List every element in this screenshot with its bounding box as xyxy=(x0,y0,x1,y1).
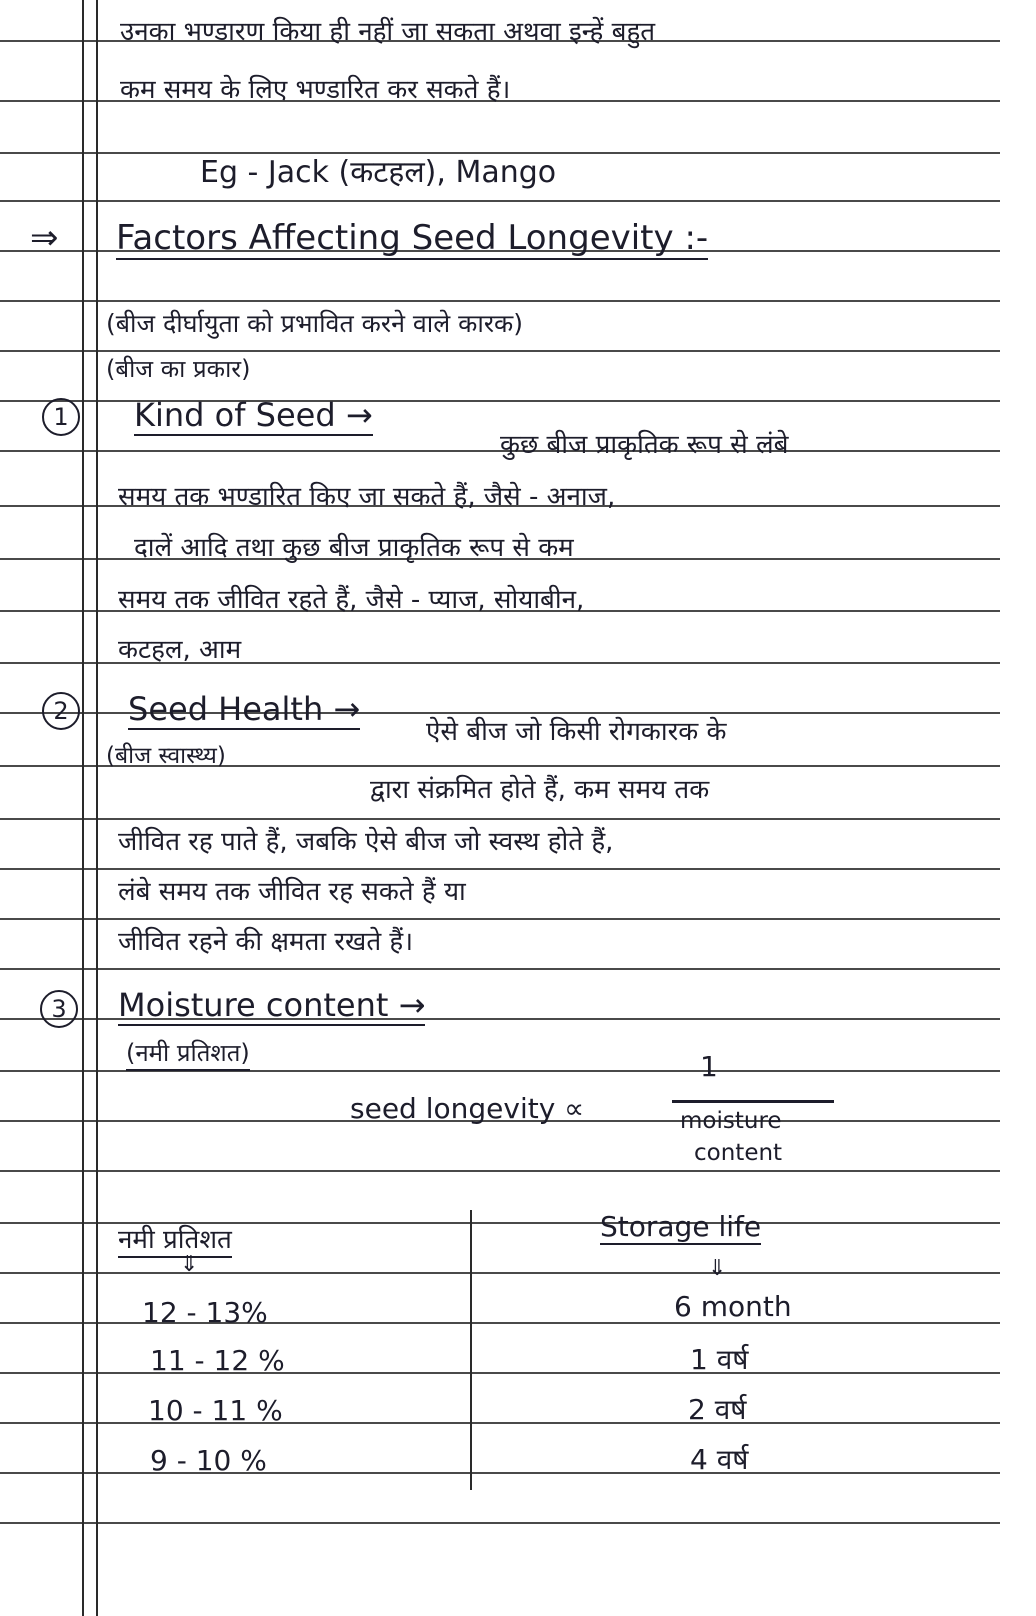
margin-line xyxy=(96,0,98,1616)
fraction-bar xyxy=(672,1100,834,1103)
section2-line: लंबे समय तक जीवित रह सकते हैं या xyxy=(118,877,466,907)
ruled-line xyxy=(0,1272,1000,1274)
table-divider xyxy=(470,1210,472,1490)
table-cell: 2 वर्ष xyxy=(688,1393,747,1426)
table-cell: 9 - 10 % xyxy=(150,1444,267,1477)
section3-title: Moisture content → xyxy=(118,986,426,1024)
text-line: कम समय के लिए भण्डारित कर सकते हैं। xyxy=(120,75,511,105)
formula-numerator: 1 xyxy=(700,1050,718,1083)
ruled-line xyxy=(0,968,1000,970)
section1-line: दालें आदि तथा कुछ बीज प्राकृतिक रूप से कम xyxy=(134,533,574,563)
section1-number: 1 xyxy=(42,398,80,436)
ruled-line xyxy=(0,1522,1000,1524)
down-arrow-icon: ⇓ xyxy=(180,1252,199,1277)
table-cell: 1 वर्ष xyxy=(690,1343,749,1376)
formula-lhs: seed longevity ∝ xyxy=(350,1092,585,1125)
ruled-line xyxy=(0,200,1000,202)
section2-line: जीवित रह पाते हैं, जबकि ऐसे बीज जो स्वस्थ होते हैं, xyxy=(118,827,614,857)
table-cell: 6 month xyxy=(674,1290,792,1323)
ruled-line xyxy=(0,300,1000,302)
section2-line: ऐसे बीज जो किसी रोगकारक के xyxy=(426,717,727,747)
table-cell: 11 - 12 % xyxy=(150,1344,285,1377)
section1-note: (बीज का प्रकार) xyxy=(106,355,251,383)
section2-line: द्वारा संक्रमित होते हैं, कम समय तक xyxy=(370,775,710,805)
section1-line: समय तक जीवित रहते हैं, जैसे - प्याज, सोयाबीन, xyxy=(118,585,585,615)
section2-title: Seed Health → xyxy=(128,690,361,728)
formula-denominator: moisture xyxy=(680,1108,782,1134)
table-header: नमी प्रतिशत xyxy=(118,1220,232,1258)
ruled-line xyxy=(0,868,1000,870)
table-cell: 12 - 13% xyxy=(142,1296,268,1329)
ruled-line xyxy=(0,818,1000,820)
section1-line: समय तक भण्डारित किए जा सकते हैं, जैसे - अनाज, xyxy=(118,482,616,512)
margin-line xyxy=(82,0,84,1616)
table-header: Storage life xyxy=(600,1210,762,1243)
heading-subtitle: (बीज दीर्घायुता को प्रभावित करने वाले कारक) xyxy=(106,309,524,338)
heading-arrow: ⇒ xyxy=(30,218,59,258)
section2-number: 2 xyxy=(42,692,80,730)
table-cell: 4 वर्ष xyxy=(690,1443,749,1476)
section2-line: जीवित रहने की क्षमता रखते हैं। xyxy=(118,927,414,957)
down-arrow-icon: ⇓ xyxy=(708,1256,727,1281)
section3-number: 3 xyxy=(40,990,78,1028)
heading-title: Factors Affecting Seed Longevity :- xyxy=(116,218,709,258)
section3-note: (नमी प्रतिशत) xyxy=(126,1036,250,1071)
ruled-line xyxy=(0,918,1000,920)
table-cell: 10 - 11 % xyxy=(148,1394,283,1427)
section1-title: Kind of Seed → xyxy=(134,396,373,434)
section1-line: कटहल, आम xyxy=(118,635,242,665)
section1-line: कुछ बीज प्राकृतिक रूप से लंबे xyxy=(500,430,789,460)
section2-note: (बीज स्वास्थ्य) xyxy=(106,743,226,769)
example-line: Eg - Jack (कटहल), Mango xyxy=(200,155,557,190)
text-line: उनका भण्डारण किया ही नहीं जा सकता अथवा इन्हें बहुत xyxy=(120,17,656,47)
ruled-line xyxy=(0,1170,1000,1172)
formula-denominator: content xyxy=(694,1140,783,1166)
